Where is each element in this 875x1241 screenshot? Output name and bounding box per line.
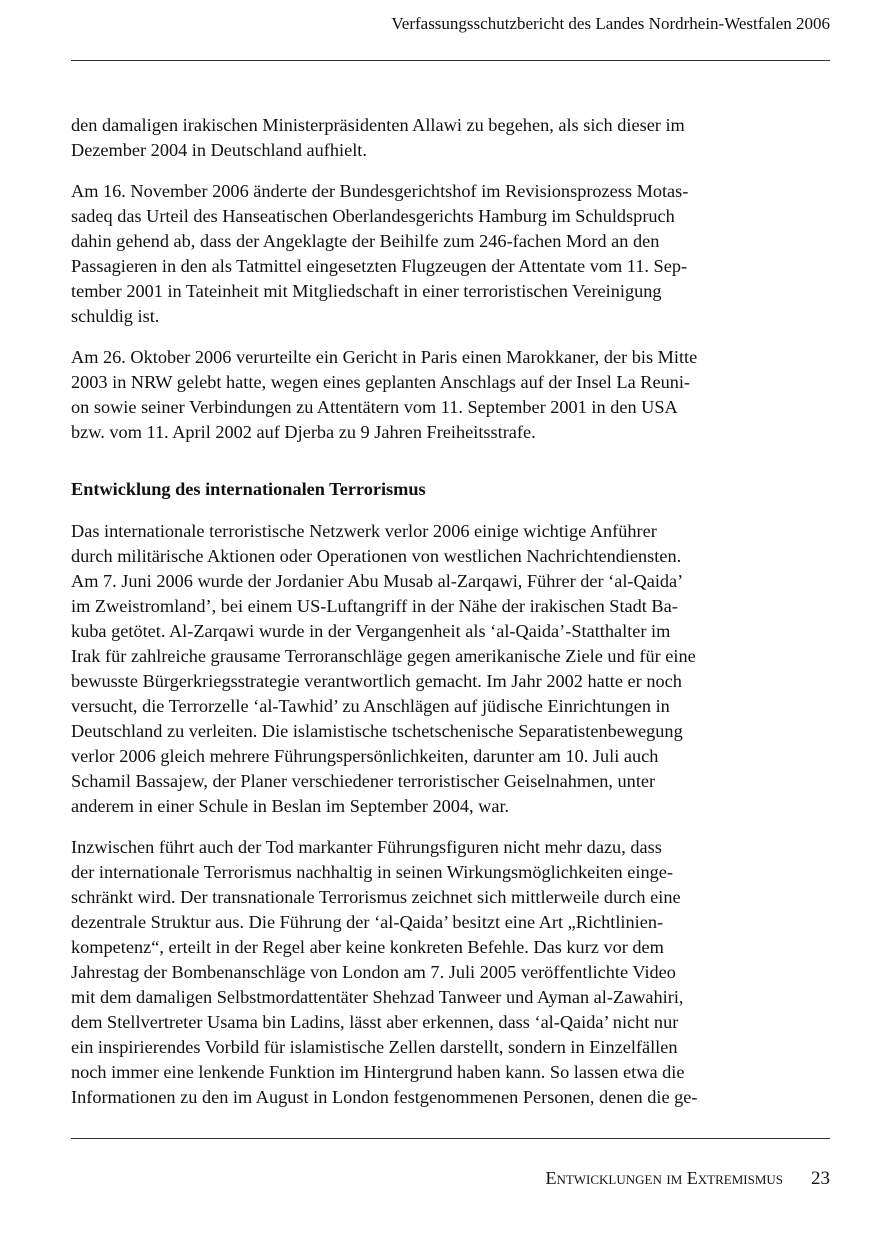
text-line: on sowie seiner Verbindungen zu Attentätern vom 11. September 2001 in den USA [71,397,678,417]
text-line: noch immer eine lenkende Funktion im Hintergrund haben kann. So lassen etwa die [71,1062,685,1082]
footer-rule [71,1138,830,1139]
text-line: sadeq das Urteil des Hanseatischen Oberlandesgerichts Hamburg im Schuldspruch [71,206,675,226]
text-line: anderem in einer Schule in Beslan im September 2004, war. [71,796,510,816]
paragraph-2 [71,179,831,329]
text-line: Das internationale terroristische Netzwerk verlor 2006 einige wichtige Anführer [71,521,657,541]
footer-section-title: Entwicklungen im Extremismus [545,1168,783,1188]
text-line: ein inspirierendes Vorbild für islamistische Zellen darstellt, sondern in Einzelfällen [71,1037,678,1057]
text-line: verlor 2006 gleich mehrere Führungspersönlichkeiten, darunter am 10. Juli auch [71,746,659,766]
text-line: Am 26. Oktober 2006 verurteilte ein Gericht in Paris einen Marokkaner, der bis Mitte [71,347,698,367]
header-rule [71,60,830,61]
text-line: bzw. vom 11. April 2002 auf Djerba zu 9 Jahren Freiheitsstrafe. [71,422,536,442]
paragraph-3 [71,345,831,445]
text-line: Inzwischen führt auch der Tod markanter Führungsfiguren nicht mehr dazu, dass [71,837,662,857]
text-line: schuldig ist. [71,306,160,326]
text-line: Schamil Bassajew, der Planer verschiedener terroristischer Geiselnahmen, unter [71,771,656,791]
text-line: Deutschland zu verleiten. Die islamistische tschetschenische Separatistenbewegung [71,721,683,741]
running-header: Verfassungsschutzbericht des Landes Nordrhein-Westfalen 2006 [391,14,830,33]
paragraph-1 [71,113,831,163]
text-line: im Zweistromland’, bei einem US-Luftangriff in der Nähe der irakischen Stadt Ba- [71,596,678,616]
text-line: mit dem damaligen Selbstmordattentäter Shehzad Tanweer und Ayman al-Zawahiri, [71,987,684,1007]
text-line: der internationale Terrorismus nachhaltig in seinen Wirkungsmöglichkeiten einge- [71,862,673,882]
text-line: Dezember 2004 in Deutschland aufhielt. [71,140,367,160]
text-line: schränkt wird. Der transnationale Terrorismus zeichnet sich mittlerweile durch eine [71,887,681,907]
text-line: Passagieren in den als Tatmittel eingesetzten Flugzeugen der Attentate vom 11. Sep- [71,256,688,276]
text-line: Am 7. Juni 2006 wurde der Jordanier Abu Musab al-Zarqawi, Führer der ‘al-Qaida’ [71,571,684,591]
text-line: Informationen zu den im August in London festgenommenen Personen, denen die ge- [71,1087,698,1107]
paragraph-5 [71,835,831,1110]
page-body [71,113,831,1126]
text-line: dezentrale Struktur aus. Die Führung der ‘al-Qaida’ besitzt eine Art „Richtlinien- [71,912,664,932]
running-footer [545,1166,830,1191]
text-line: den damaligen irakischen Ministerpräsidenten Allawi zu begehen, als sich dieser im [71,115,685,135]
text-line: dem Stellvertreter Usama bin Ladins, lässt aber erkennen, dass ‘al-Qaida’ nicht nur [71,1012,679,1032]
text-line: tember 2001 in Tateinheit mit Mitgliedschaft in einer terroristischen Vereinigung [71,281,662,301]
text-line: 2003 in NRW gelebt hatte, wegen eines geplanten Anschlags auf der Insel La Reuni- [71,372,691,392]
text-line: kuba getötet. Al-Zarqawi wurde in der Vergangenheit als ‘al-Qaida’-Statthalter im [71,621,671,641]
text-line: dahin gehend ab, dass der Angeklagte der Beihilfe zum 246-fachen Mord an den [71,231,660,251]
text-line: kompetenz“, erteilt in der Regel aber keine konkreten Befehle. Das kurz vor dem [71,937,664,957]
text-line: Jahrestag der Bombenanschläge von London am 7. Juli 2005 veröffentlichte Video [71,962,676,982]
paragraph-4 [71,519,831,819]
text-line: versucht, die Terrorzelle ‘al-Tawhid’ zu Anschlägen auf jüdische Einrichtungen in [71,696,670,716]
text-line: bewusste Bürgerkriegsstrategie verantwortlich gemacht. Im Jahr 2002 hatte er noch [71,671,682,691]
text-line: Irak für zahlreiche grausame Terroranschläge gegen amerikanische Ziele und für eine [71,646,696,666]
section-heading: Entwicklung des internationalen Terrorismus [71,479,426,499]
text-line: durch militärische Aktionen oder Operationen von westlichen Nachrichtendiensten. [71,546,682,566]
page-number: 23 [811,1168,830,1189]
text-line: Am 16. November 2006 änderte der Bundesgerichtshof im Revisionsprozess Motas- [71,181,689,201]
